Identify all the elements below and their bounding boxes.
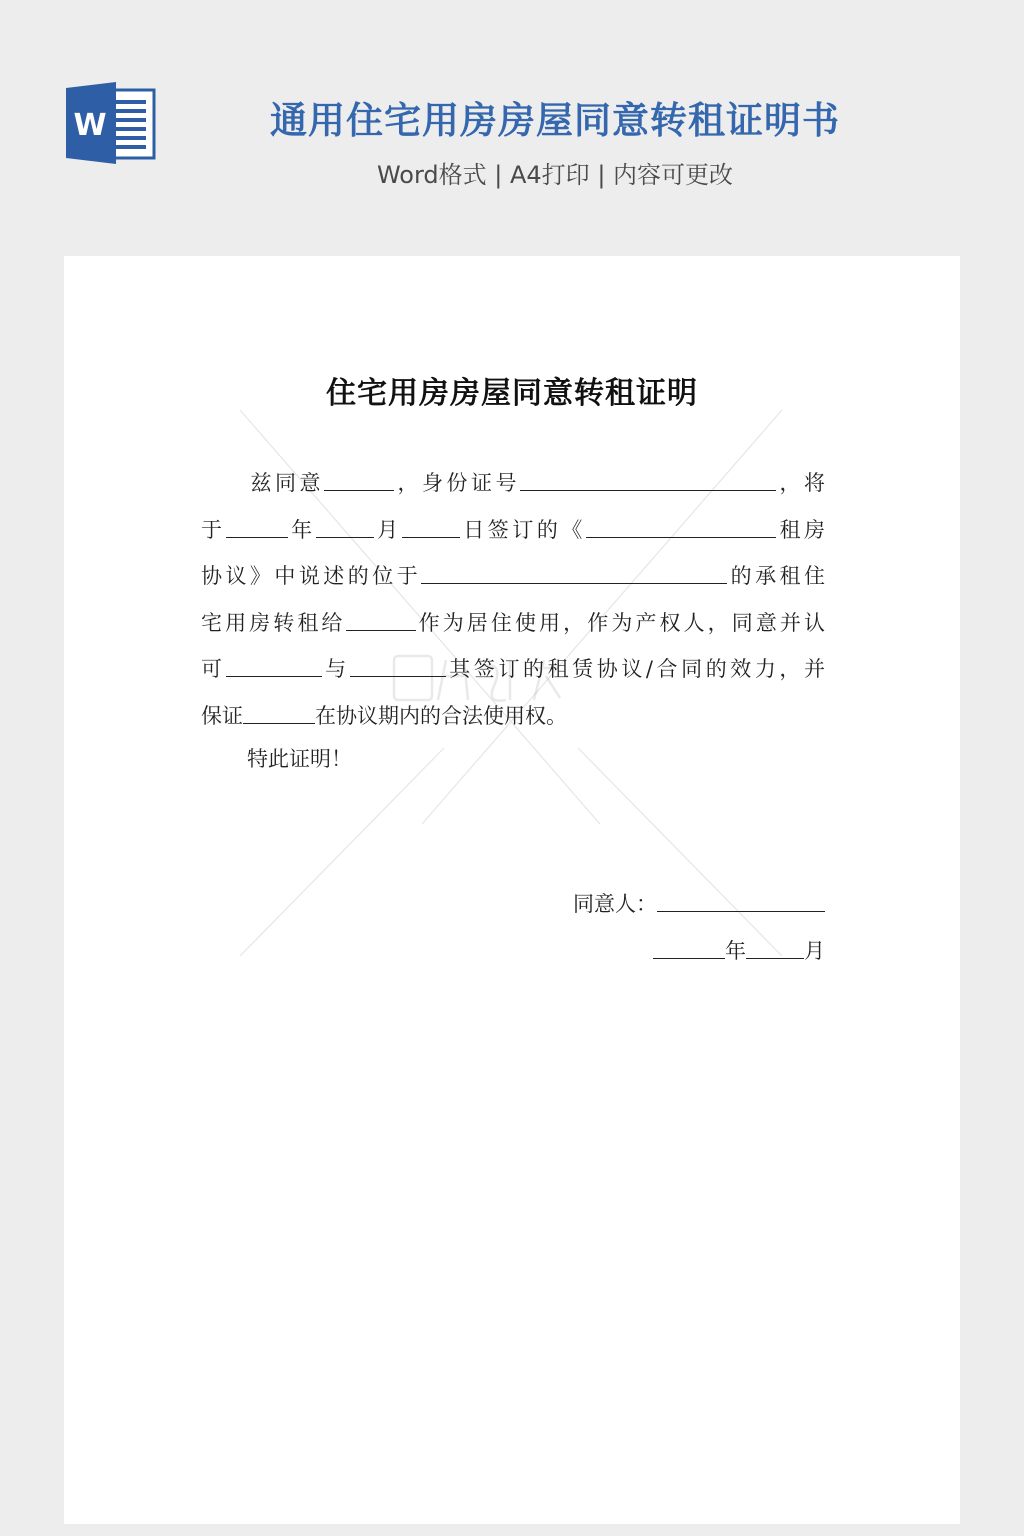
text-segment: ，身份证号 [394, 471, 520, 495]
body-line-3 [201, 553, 825, 600]
text-segment: ，将 [776, 471, 825, 495]
text-segment: 在协议期内的合法使用权。 [315, 703, 567, 728]
blank-month [316, 515, 374, 538]
blank-guarantee [243, 701, 315, 724]
blank-name [324, 468, 394, 491]
text-segment: 的承租住 [727, 564, 826, 588]
text-segment: 与 [321, 657, 350, 681]
text-segment: 日签订的《 [459, 517, 586, 542]
word-icon-letter: W [73, 108, 107, 143]
watermark-lines [64, 256, 960, 1524]
blank-agreement-name [586, 515, 776, 538]
blank-id-number [520, 468, 776, 491]
text-segment: 可 [201, 657, 226, 681]
body-line-6 [201, 693, 825, 740]
body-line-2 [201, 507, 825, 554]
blank-signature [657, 889, 825, 912]
document-body [201, 460, 825, 739]
text-segment: 年 [287, 517, 316, 542]
banner-title: 通用住宅用房房屋同意转租证明书 [270, 99, 840, 142]
closing-statement: 特此证明！ [247, 747, 352, 771]
text-segment: 兹同意 [247, 471, 324, 495]
text-segment: 其签订的租赁协议/合同的效力，并 [445, 657, 826, 681]
blank-day [402, 515, 460, 538]
text-segment: 作为居住使用，作为产权人，同意并认 [415, 610, 826, 635]
text-segment: 租房 [775, 517, 826, 542]
text-segment: 保证 [201, 703, 243, 728]
text-segment: 宅用房转租给 [201, 610, 346, 635]
document-title: 住宅用房房屋同意转租证明 [326, 376, 698, 411]
banner-subtitle: Word格式 | A4打印 | 内容可更改 [376, 161, 734, 189]
body-line-1 [201, 460, 825, 507]
body-line-4 [201, 600, 825, 647]
blank-subtenant [346, 608, 416, 631]
signature-label: 同意人： [573, 892, 657, 916]
date-row [653, 935, 825, 965]
body-line-5 [201, 646, 825, 693]
text-segment: 协议》中说述的位于 [201, 564, 422, 588]
date-year-label: 年 [725, 939, 746, 963]
blank-party-a [226, 654, 322, 677]
blank-sign-month [746, 936, 804, 959]
text-segment: 于 [201, 517, 226, 542]
date-month-label: 月 [804, 939, 825, 963]
blank-address [421, 561, 727, 584]
word-icon [66, 82, 156, 164]
signature-row [573, 888, 825, 918]
blank-sign-year [653, 936, 725, 959]
blank-year [226, 515, 288, 538]
document-page [64, 256, 960, 1524]
text-segment: 月 [373, 517, 402, 542]
blank-party-b [350, 654, 446, 677]
